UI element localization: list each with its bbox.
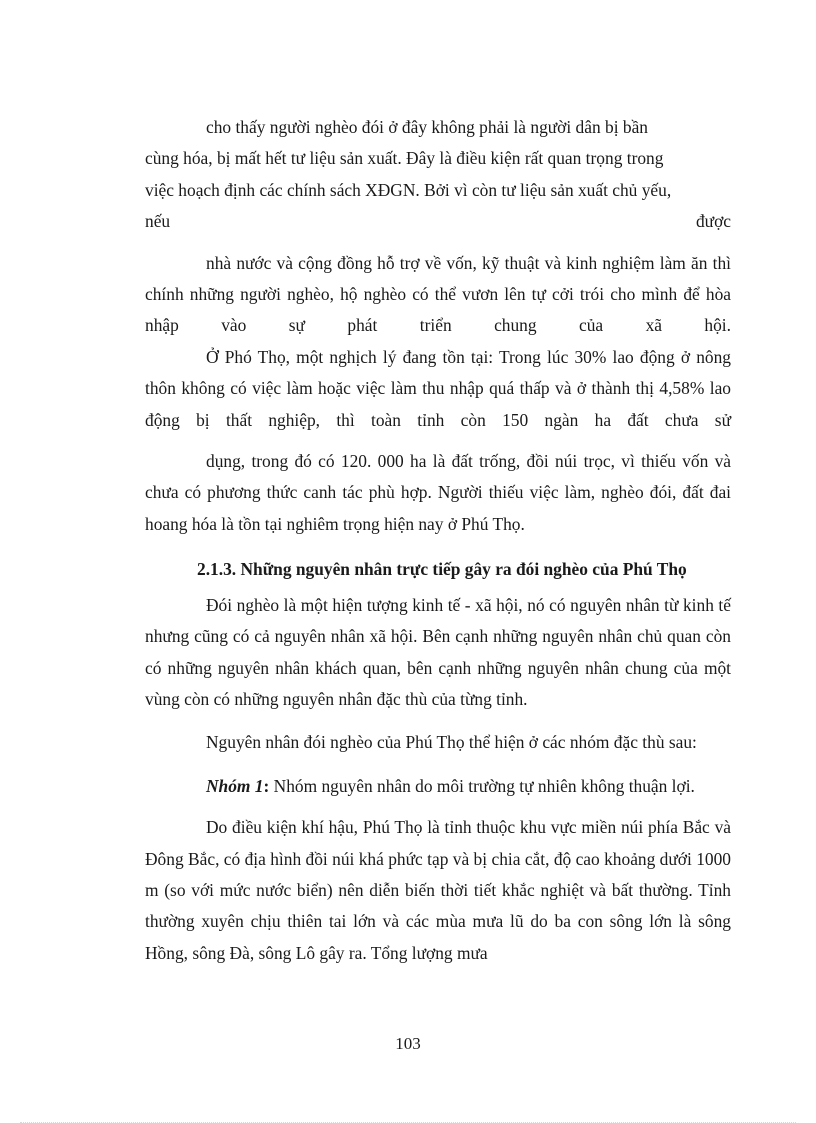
paragraph-1-line-3: việc hoạch định các chính sách XĐGN. Bởi vì còn tư liệu sản xuất chủ yếu,	[145, 179, 672, 200]
group-1-text: Nhóm nguyên nhân do môi trường tự nhiên không thuận lợi.	[269, 775, 695, 796]
paragraph-3: Ở Phó Thọ, một nghịch lý đang tồn tại: Trong lúc 30% lao động ở nông thôn không có việc làm hoặc việc làm thu nhập quá thấp và ở thành thị 4,58% lao động bị thất nghiệp, thì toàn tỉnh còn 150 ngàn ha đất chưa sử	[145, 346, 731, 430]
page-content	[145, 112, 731, 969]
group-1-colon: :	[263, 775, 270, 796]
paragraph-1-line-1: cho thấy người nghèo đói ở đây không phải là người dân bị bần	[206, 117, 649, 137]
page-number: 103	[395, 1034, 421, 1053]
paragraph-1-line-2: cùng hóa, bị mất hết tư liệu sản xuất. Đây là điều kiện rất quan trọng trong	[145, 148, 664, 169]
paragraph-7	[145, 771, 731, 802]
paragraph-1-word-right: được	[695, 211, 731, 232]
paragraph-4: dụng, trong đó có 120. 000 ha là đất trống, đồi núi trọc, vì thiếu vốn và chưa có phương thức canh tác phù hợp. Người thiếu việc làm, nghèo đói, đất đai hoang hóa là tồn tại nghiêm trọng hiện nay ở Phú Thọ.	[145, 451, 731, 534]
paragraph-5: Đói nghèo là một hiện tượng kinh tế - xã hội, nó có nguyên nhân từ kinh tế nhưng cũng có cả nguyên nhân xã hội. Bên cạnh những nguyên nhân chủ quan còn có những nguyên nhân khách quan, bên cạnh những nguyên nhân chung của một vùng còn có những nguyên nhân đặc thù của từng tỉnh.	[145, 594, 731, 709]
paragraph-1-line-4	[145, 206, 731, 237]
paragraph-2: nhà nước và cộng đồng hỗ trợ về vốn, kỹ thuật và kinh nghiệm làm ăn thì chính những người nghèo, hộ nghèo có thể vươn lên tự cởi trói cho mình để hòa nhập vào sự phát triển chung của xã hội.	[145, 252, 731, 336]
section-heading: 2.1.3. Những nguyên nhân trực tiếp gây ra đói nghèo của Phú Thọ	[197, 559, 687, 580]
group-1-label: Nhóm 1	[206, 775, 264, 796]
paragraph-8: Do điều kiện khí hậu, Phú Thọ là tỉnh thuộc khu vực miền núi phía Bắc và Đông Bắc, có địa hình đồi núi khá phức tạp và bị chia cắt, độ cao khoảng dưới 1000 m (so với mức nước biển) nên diễn biến thời tiết khắc nghiệt và bất thường. Tỉnh thường xuyên chịu thiên tai lớn và các mùa mưa lũ do ba con sông lớn là sông Hồng, sông Đà, sông Lô gây ra. Tổng lượng mưa	[145, 817, 731, 963]
paragraph-6: Nguyên nhân đói nghèo của Phú Thọ thể hiện ở các nhóm đặc thù sau:	[206, 732, 697, 753]
paragraph-1-word-left: nếu	[145, 211, 171, 232]
